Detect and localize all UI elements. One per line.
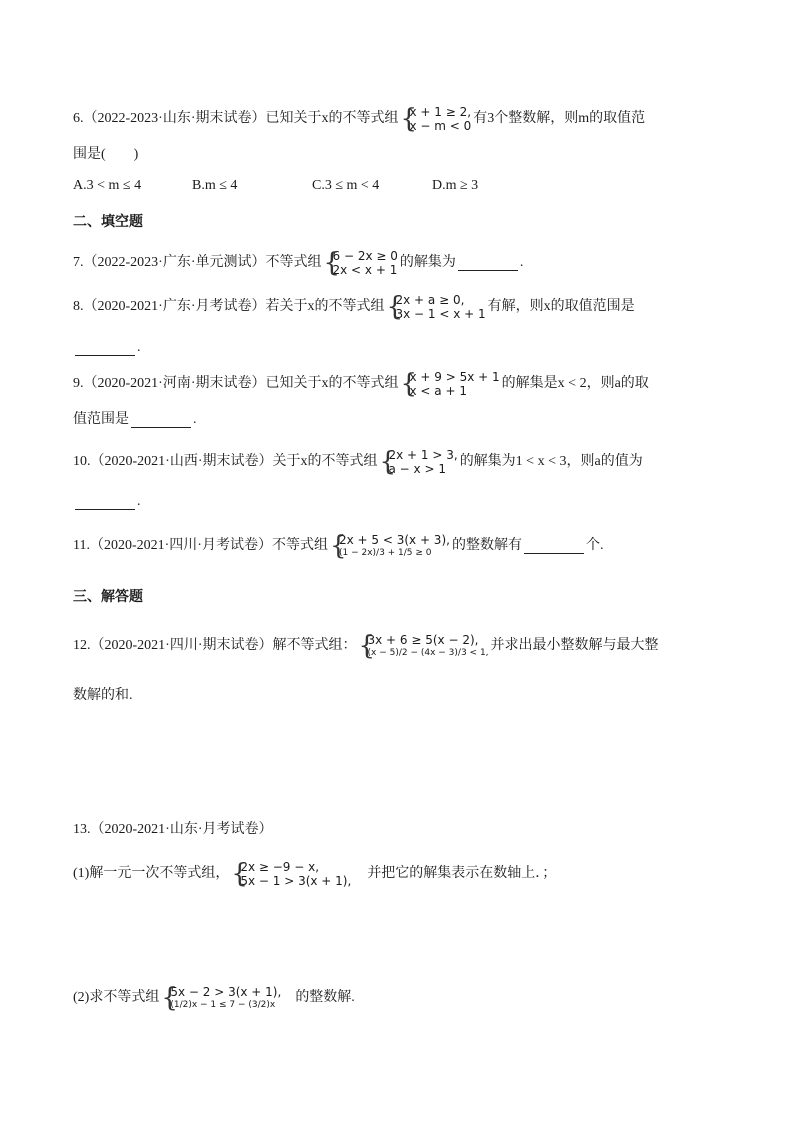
q13-part-2 bbox=[73, 985, 355, 1011]
q6-prefix: 6.（2022-2023·山东·期末试卷）已知关于x的不等式组 bbox=[73, 111, 399, 126]
question-6 bbox=[73, 105, 645, 133]
q9-end: . bbox=[193, 412, 197, 427]
q9-line-2-text: 值范围是 bbox=[73, 412, 129, 427]
q12-sys-line-1: 3x + 6 ≥ 5(x − 2), bbox=[367, 633, 479, 647]
q11-prefix: 11.（2020-2021·四川·月考试卷）不等式组 bbox=[73, 538, 328, 553]
q8-inequality-system bbox=[387, 293, 486, 321]
q9-suffix: 的解集是x < 2，则a的取 bbox=[501, 376, 649, 391]
brace-icon: { bbox=[386, 292, 404, 322]
question-10 bbox=[73, 448, 643, 476]
q8-end: . bbox=[137, 340, 141, 355]
q8-line-2 bbox=[73, 338, 141, 358]
q8-sys-line-2: 3x − 1 < x + 1 bbox=[395, 307, 486, 321]
brace-icon: { bbox=[379, 447, 397, 477]
brace-icon: { bbox=[323, 248, 341, 278]
q9-sys-line-2: x < a + 1 bbox=[409, 384, 467, 398]
question-9 bbox=[73, 370, 649, 398]
q8-answer-blank[interactable] bbox=[75, 341, 135, 356]
q7-answer-blank[interactable] bbox=[458, 256, 518, 271]
q6-sys-line-2: x − m < 0 bbox=[409, 119, 472, 133]
q10-prefix: 10.（2020-2021·山西·期末试卷）关于x的不等式组 bbox=[73, 454, 378, 469]
q9-inequality-system bbox=[401, 370, 500, 398]
brace-icon: { bbox=[231, 859, 248, 889]
q10-answer-blank[interactable] bbox=[75, 495, 135, 510]
q13-p1-suffix: 并把它的解集表示在数轴上．； bbox=[367, 866, 557, 881]
q6-sys-line-1: x + 1 ≥ 2, bbox=[409, 105, 472, 119]
q13-part-1 bbox=[73, 860, 556, 888]
q8-suffix: 有解，则x的取值范围是 bbox=[487, 299, 635, 314]
q9-answer-blank[interactable] bbox=[131, 413, 191, 428]
q8-prefix: 8.（2020-2021·广东·月考试卷）若关于x的不等式组 bbox=[73, 299, 385, 314]
q13-p2-suffix: 的整数解. bbox=[295, 990, 355, 1005]
q6-option-a: A.3 < m ≤ 4 bbox=[73, 178, 142, 193]
brace-icon: { bbox=[400, 104, 418, 134]
q6-option-b: B.m ≤ 4 bbox=[192, 178, 238, 193]
q11-sys-line-1: 2x + 5 < 3(x + 3), bbox=[338, 533, 450, 547]
q7-end: . bbox=[519, 255, 524, 270]
q7-sys-line-2: 2x < x + 1 bbox=[332, 263, 398, 277]
q11-suffix: 的整数解有 bbox=[451, 538, 522, 553]
q10-suffix: 的解集为1 < x < 3，则a的值为 bbox=[459, 454, 643, 469]
q13-p1-sys-line-2: 5x − 1 > 3(x + 1), bbox=[240, 874, 352, 888]
q6-option-d: D.m ≥ 3 bbox=[432, 178, 479, 193]
q13-p2-inequality-system bbox=[161, 985, 281, 1011]
q13-p1-sys-line-1: 2x ≥ −9 − x, bbox=[240, 860, 320, 874]
brace-icon: { bbox=[161, 983, 178, 1013]
q6-inequality-system bbox=[401, 105, 472, 133]
q6-option-c: C.3 ≤ m < 4 bbox=[312, 178, 380, 193]
q12-suffix: 并求出最小整数解与最大整 bbox=[490, 638, 659, 653]
q12-sys-line-2: (x − 5)/2 − (4x − 3)/3 < 1, bbox=[367, 648, 489, 658]
q10-inequality-system bbox=[380, 448, 458, 476]
q10-line-2 bbox=[73, 492, 141, 512]
q12-prefix: 12.（2020-2021·四川·期末试卷）解不等式组： bbox=[73, 638, 357, 653]
q13-title: 13.（2020-2021·山东·月考试卷） bbox=[73, 822, 273, 837]
q10-sys-line-2: a − x > 1 bbox=[388, 462, 446, 476]
section-heading-answer: 三、解答题 bbox=[73, 588, 143, 604]
q9-line-2 bbox=[73, 410, 197, 430]
q13-p2-prefix: (2)求不等式组 bbox=[73, 990, 160, 1005]
question-8 bbox=[73, 293, 635, 321]
q9-sys-line-1: x + 9 > 5x + 1 bbox=[409, 370, 500, 384]
q11-end: 个. bbox=[585, 538, 604, 553]
brace-icon: { bbox=[400, 369, 418, 399]
brace-icon: { bbox=[358, 631, 376, 661]
q13-p2-sys-line-2: (1/2)x − 1 ≤ 7 − (3/2)x bbox=[170, 1000, 276, 1010]
question-7 bbox=[73, 249, 523, 277]
q11-sys-line-2: (1 − 2x)/3 + 1/5 ≥ 0 bbox=[338, 548, 432, 558]
q12-inequality-system bbox=[359, 633, 489, 659]
q10-sys-line-1: 2x + 1 > 3, bbox=[388, 448, 458, 462]
q12-line-2: 数解的和. bbox=[73, 688, 133, 703]
q7-suffix: 的解集为 bbox=[399, 255, 456, 270]
q7-prefix: 7.（2022-2023·广东·单元测试）不等式组 bbox=[73, 255, 322, 270]
question-11 bbox=[73, 533, 603, 559]
q11-answer-blank[interactable] bbox=[524, 539, 584, 554]
section-heading-fill-in: 二、填空题 bbox=[73, 213, 143, 229]
q11-inequality-system bbox=[330, 533, 450, 559]
q8-sys-line-1: 2x + a ≥ 0, bbox=[395, 293, 465, 307]
q9-prefix: 9.（2020-2021·河南·期末试卷）已知关于x的不等式组 bbox=[73, 376, 399, 391]
q13-p2-sys-line-1: 5x − 2 > 3(x + 1), bbox=[170, 985, 282, 999]
brace-icon: { bbox=[329, 531, 347, 561]
q7-sys-line-1: 6 − 2x ≥ 0 bbox=[332, 249, 398, 263]
q6-line-2: 围是( ) bbox=[73, 147, 139, 162]
q6-suffix: 有3个整数解，则m的取值范 bbox=[473, 111, 646, 126]
q10-end: . bbox=[137, 494, 141, 509]
q13-p1-inequality-system bbox=[231, 860, 351, 888]
question-12 bbox=[73, 633, 659, 659]
q13-p1-prefix: (1)解一元一次不等式组， bbox=[73, 866, 230, 881]
q7-inequality-system bbox=[324, 249, 398, 277]
